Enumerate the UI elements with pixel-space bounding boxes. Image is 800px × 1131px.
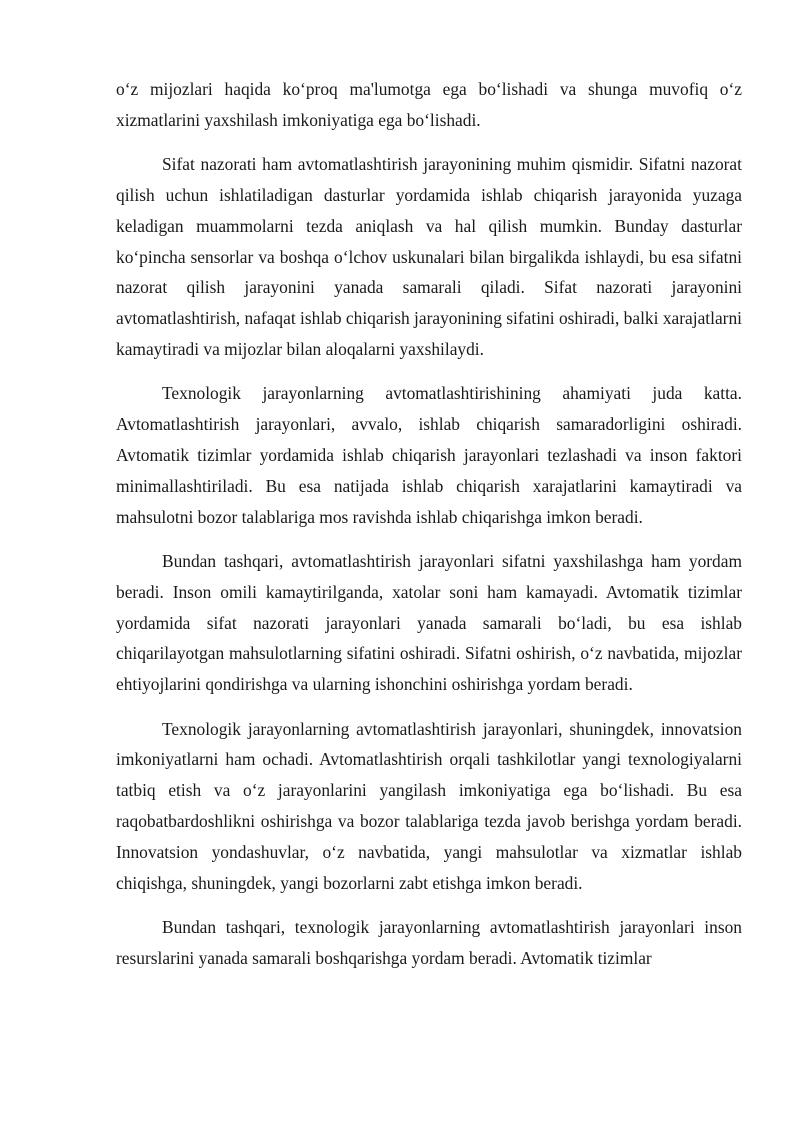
paragraph-quality-control: Sifat nazorati ham avtomatlashtirish jarayonining muhim qismidir. Sifatni nazorat qilish uchun ishlatiladigan dasturlar yordamida ishlab chiqarish jarayonida yuzaga keladigan muammolarni tezda aniqlash va hal qilish mumkin. Bunday dasturlar ko‘pincha sensorlar va boshqa o‘lchov uskunalari bilan birgalikda ishlaydi, bu esa sifatni nazorat qilish jarayonini yanada samarali qiladi. Sifat nazorati jarayonini avtomatlashtirish, nafaqat ishlab chiqarish jarayonining sifatini oshiradi, balki xarajatlarni kamaytiradi va mijozlar bilan aloqalarni yaxshilaydi. <box>116 154 742 359</box>
paragraph-quality-improvement: Bundan tashqari, avtomatlashtirish jarayonlari sifatni yaxshilashga ham yordam beradi. Inson omili kamaytirilganda, xatolar soni ham kamayadi. Avtomatik tizimlar yordamida sifat nazorati jarayonlari yanada samarali bo‘ladi, bu esa ishlab chiqarilayotgan mahsulotlarning sifatini oshiradi. Sifatni oshirish, o‘z navbatida, mijozlar ehtiyojlarini qondirishga va ularning ishonchini oshirishga yordam beradi. <box>116 550 742 695</box>
paragraph-automation-importance: Texnologik jarayonlarning avtomatlashtirishining ahamiyati juda katta. Avtomatlashtirish jarayonlari, avvalo, ishlab chiqarish samaradorligini oshiradi. Avtomatik tizimlar yordamida ishlab chiqarish jarayonlari tezlashadi va inson faktori minimallashtiriladi. Bu esa natijada ishlab chiqarish xarajatlarini kamaytiradi va mahsulotni bozor talablariga mos ravishda ishlab chiqarishga imkon beradi. <box>116 383 742 527</box>
paragraph-innovation: Texnologik jarayonlarning avtomatlashtirish jarayonlari, shuningdek, innovatsion imkoniyatlarni ham ochadi. Avtomatlashtirish orqali tashkilotlar yangi texnologiyalarni tatbiq etish va o‘z jarayonlarini yangilash imkoniyatiga ega bo‘lishadi. Bu esa raqobatbardoshlikni oshirishga va bozor talablariga tezda javob berishga yordam beradi. Innovatsion yondashuvlar, o‘z navbatida, yangi mahsulotlar va xizmatlar ishlab chiqishga, shuningdek, yangi bozorlarni zabt etishga imkon beradi. <box>116 718 742 893</box>
paragraph-human-resources: Bundan tashqari, texnologik jarayonlarning avtomatlashtirish jarayonlari inson resurslarini yanada samarali boshqarishga yordam beradi. Avtomatik tizimlar <box>116 916 742 968</box>
paragraph-continuation: o‘z mijozlari haqida ko‘proq ma'lumotga ega bo‘lishadi va shunga muvofiq o‘z xizmatlarini yaxshilash imkoniyatiga ega bo‘lishadi. <box>116 79 742 130</box>
body-text <box>116 74 742 987</box>
